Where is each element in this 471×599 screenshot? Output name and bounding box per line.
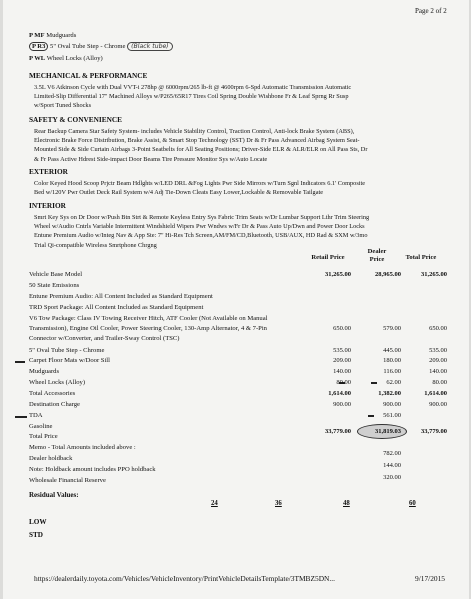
section-title-exterior: EXTERIOR [29,167,68,176]
table-row-label: Transmission), Engine Oil Cooler, Power Steering Cooler, 130-Amp Alternator, 4 & 7-Pin [29,325,267,332]
spec-line: Rear Backup Camera Star Safety System- includes Vehicle Stability Control, Traction Control, Anti-lock Brake System (ABS), [34,128,355,135]
table-row-label: Carpet Floor Mats w/Door Sill [29,357,110,364]
retail-price-cell: 33,779.00 [325,428,351,435]
table-row-label: Wheel Locks (Alloy) [29,379,86,386]
spec-line: Mounted Side & Side Curtain Airbags 3-Point Seatbelts for All Seating Positions; Driver-Side ELR & ALR/ELR on All Pass Sts, Dr [34,146,368,154]
residual-term: 60 [409,500,416,507]
total-price-cell: 900.00 [429,401,447,408]
dealer-price-cell: 445.00 [383,347,401,354]
total-price-cell: 650.00 [429,325,447,332]
total-price-cell: 209.00 [429,357,447,364]
footer-date: 9/17/2015 [415,574,445,583]
total-price-cell: 1,614.00 [424,390,447,397]
dealer-price-cell: 116.00 [383,368,401,375]
accessory-code-line [29,43,173,50]
dealer-price-cell: 1,382.00 [378,390,401,397]
spec-line: w/Sport Tuned Shocks [34,102,92,110]
residual-row-label: STD [29,531,43,539]
retail-price-cell: 31,265.00 [325,271,351,278]
section-title-interior: INTERIOR [29,201,66,210]
spec-line: Smrt Key Sys on Dr Door w/Push Btn Strt & Remote Keyless Entry Sys Fabric Trim Seats w/Dr Lumbar Support Lthr Trim Steering [34,214,370,221]
table-row-label: Wholesale Financial Reserve [29,477,106,484]
table-row-label: Total Price [29,433,58,440]
table-row-label: Note: Holdback amount includes PPO holdback [29,466,156,473]
total-price-cell: 535.00 [429,347,447,354]
total-price-cell: 140.00 [429,368,447,375]
dealer-price-cell: 561.00 [383,412,401,419]
table-row-label: Vehicle Base Model [29,271,83,278]
dealer-price-cell: 31,819.03 [375,428,401,435]
retail-price-cell: 650.00 [333,325,351,332]
residual-row-label: LOW [29,518,47,526]
residual-term: 24 [211,500,218,507]
table-row-label: Mudguards [29,368,60,375]
spec-line: Wheel w/Audio Cntrls Variable Intermittent Windshield Wipers Pwr Wndws w/Fr Dr & Pass Auto Up/Dwn and Power Door Locks [34,223,365,231]
accessory-label: Mudguards [46,32,77,39]
document-page [3,0,469,599]
spec-line: Trial Qi-compatible Wireless Smrtphone Chrgng [34,241,157,249]
table-row-label: TDA [29,412,43,419]
dealer-price-cell: 180.00 [383,357,401,364]
dealer-price-cell: 900.00 [383,401,401,408]
residual-term: 48 [343,500,350,507]
total-price-header: Total Price [405,254,437,261]
spec-line: Entune Premium Audio w/Integ Nav & App Ste: 7" Hi-Res Tch Screen,AM/FM/CD,Bluetooth, USB/AUX, HD Rad & SXM w/3mo [34,232,368,240]
table-row-label: Destination Charge [29,401,80,408]
table-row-label: Total Accessories [29,390,76,397]
table-row-label: Connector w/Converter, and Trailer-Sway Control (TSC) [29,335,180,342]
dealer-price-cell: 144.00 [383,462,401,469]
accessory-code: P R3 [29,42,48,51]
table-row-label: TRD Sport Package: All Content Included as Standard Equipment [29,304,204,311]
accessory-label: 5" Oval Tube Step - Chrome [50,43,126,50]
handwritten-note: (Black tube) [127,42,173,51]
accessory-code-line [29,32,76,39]
section-body-exterior [34,179,454,197]
dealer-price-cell: 320.00 [383,474,401,481]
retail-price-cell: 80.00 [336,379,351,386]
table-row-label: 50 State Emissions [29,282,80,289]
spec-line: 3.5L V6 Atkinson Cycle with Dual VVT-i 278hp @ 6000rpm/265 lb-ft @ 4600rpm 6-Spd Automatic Transmission Automatic [34,84,352,91]
pen-mark [15,416,27,418]
pen-mark [15,361,25,363]
table-row-label: Dealer holdback [29,455,73,462]
total-price-cell: 80.00 [432,379,447,386]
retail-price-cell: 535.00 [333,347,351,354]
table-row-label: V6 Tow Package: Class IV Towing Receiver Hitch, ATF Cooler (Not Available on Manual [29,315,268,322]
total-price-cell: 31,265.00 [421,271,447,278]
dealer-price-header: Dealer Price [367,248,387,263]
table-row-label: Memo - Total Amounts included above : [29,444,136,451]
spec-line: & Fr Pass Active Hdrest Side-impact Door Beams Tire Pressure Monitor Sys w/Auto Locate [34,155,268,163]
section-title-safety: SAFETY & CONVENIENCE [29,115,122,124]
accessory-code: P WL [29,55,46,62]
accessory-code-line [29,55,103,62]
accessory-code: P MF [29,32,45,39]
spec-line: Limited-Slip Differential 17" Machined Alloys w/P265/65R17 Tires Coil Spring Double Wishbone Fr & Leaf Sprng Rr Susp [34,93,349,101]
retail-price-cell: 900.00 [333,401,351,408]
table-row-label: Gasoline [29,423,53,430]
table-row-label: Entune Premium Audio: All Content Included as Standard Equipment [29,293,213,300]
residual-term: 36 [275,500,282,507]
dealer-price-cell: 782.00 [383,450,401,457]
retail-price-cell: 1,614.00 [328,390,351,397]
accessory-label: Wheel Locks (Alloy) [46,55,103,62]
table-row-label: 5" Oval Tube Step - Chrome [29,347,105,354]
dealer-price-cell: 62.00 [386,379,401,386]
section-body-mechanical [34,83,454,111]
page-number: Page 2 of 2 [415,7,447,15]
spec-line: Bed w/120V Pwr Outlet Deck Rail System w/4 Adj Tie-Down Cleats Easy Lower,Lockable & Removable Tailgate [34,189,324,197]
residual-values-title: Residual Values: [29,491,79,499]
retail-price-cell: 140.00 [333,368,351,375]
dealer-price-cell: 28,965.00 [375,271,401,278]
section-body-safety [34,127,454,164]
spec-line: Color Keyed Hood Scoop Prjctr Beam Hdlghts w/LED DRL &Fog Lights Pwr Side Mirrors w/Turn Sgnl Indicators 6.1' Composite [34,180,366,187]
retail-price-cell: 209.00 [333,357,351,364]
dealer-price-cell: 579.00 [383,325,401,332]
retail-price-header: Retail Price [311,254,345,261]
spec-line: Electronic Brake Force Distribution, Brake Assist, & Smart Stop Technology (SST) Dr & Fr Pass Advanced Airbag System Seat- [34,137,360,145]
section-body-interior [34,213,454,250]
footer-url: https://dealerdaily.toyota.com/Vehicles/VehicleInventory/PrintVehicleDetailsTemplate/3TMBZ5DN... [34,574,335,583]
total-price-cell: 33,779.00 [421,428,447,435]
section-title-mechanical: MECHANICAL & PERFORMANCE [29,71,148,80]
